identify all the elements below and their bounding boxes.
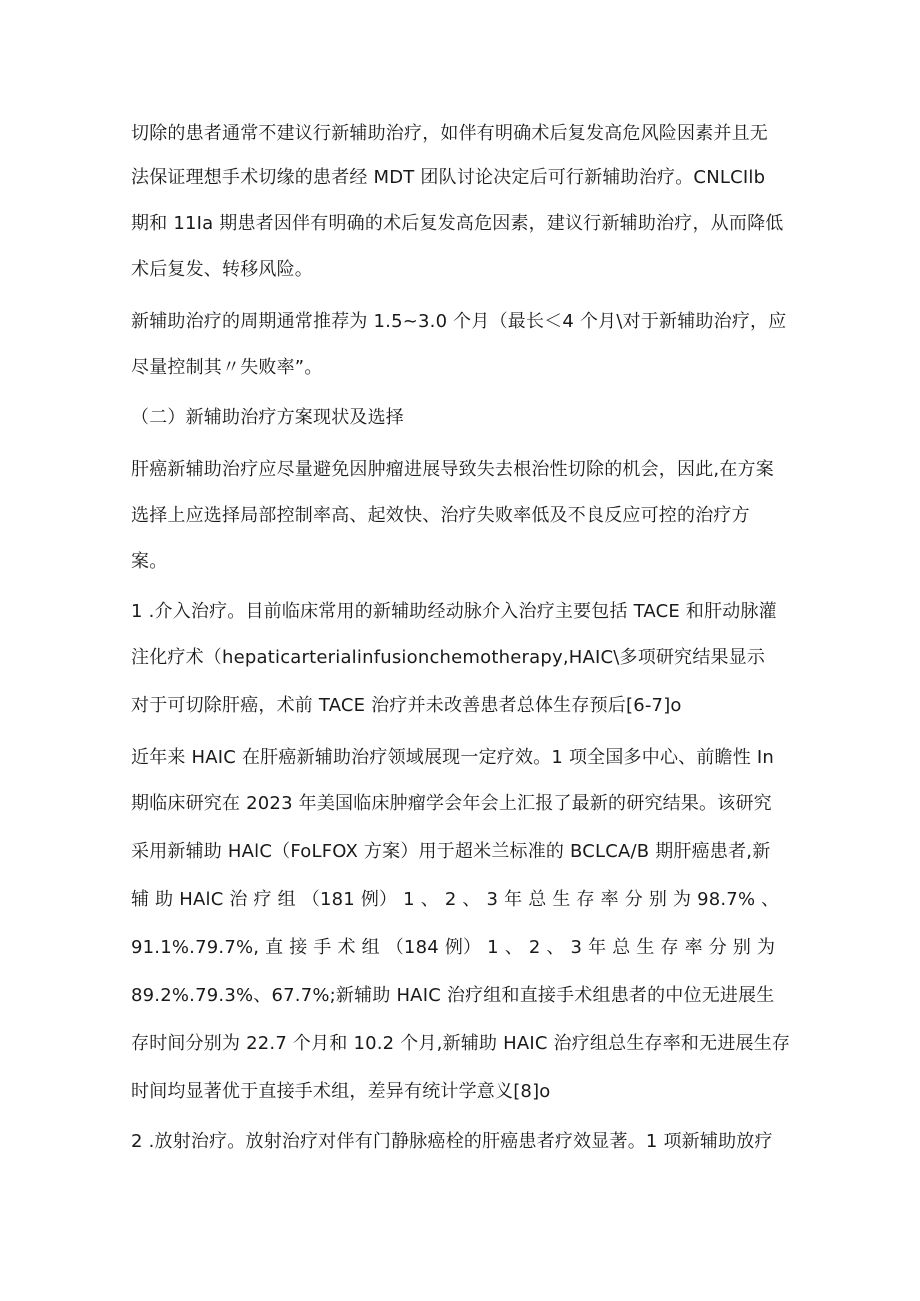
text-line-22: 2 .放射治疗。放射治疗对伴有门静脉癌栓的肝癌患者疗效显著。1 项新辅助放疗 [131, 1131, 773, 1152]
text-line-16: 采用新辅助 HAlC（FoLFOX 方案）用于超米兰标准的 BCLCA/B 期肝癌患者,新 [131, 841, 771, 862]
text-line-12: 注化疗术（hepaticarterialinfusionchemotherapy,HAIC\多项研究结果显示 [131, 647, 766, 668]
text-line-19: 89.2%.79.3%、67.7%;新辅助 HAIC 治疗组和直接手术组患者的中位无进展生 [131, 985, 775, 1006]
text-line-15: 期临床研究在 2023 年美国临床肿瘤学会年会上汇报了最新的研究结果。该研究 [131, 793, 772, 814]
text-line-17: 辅 助 HAlC 治 疗 组 （181 例） 1 、 2 、 3 年 总 生 存 率 分 别 为 98.7% 、 [131, 889, 780, 910]
text-line-3: 期和 11Ia 期患者因伴有明确的术后复发高危因素，建议行新辅助治疗，从而降低 [131, 213, 784, 234]
text-line-5: 新辅助治疗的周期通常推荐为 1.5~3.0 个月（最长＜4 个月\对于新辅助治疗，应 [131, 311, 787, 332]
text-line-6: 尽量控制其〃失败率”。 [131, 357, 323, 378]
text-line-21: 时间均显著优于直接手术组，差异有统计学意义[8]o [131, 1081, 551, 1102]
text-line-2: 法保证理想手术切缘的患者经 MDT 团队讨论决定后可行新辅助治疗。CNLCIlb [131, 167, 766, 188]
text-line-11: 1 .介入治疗。目前临床常用的新辅助经动脉介入治疗主要包括 TACE 和肝动脉灌 [131, 601, 777, 622]
text-line-1: 切除的患者通常不建议行新辅助治疗，如伴有明确术后复发高危风险因素并且无 [131, 123, 768, 144]
text-line-13: 对于可切除肝癌，术前 TACE 治疗并未改善患者总体生存预后[6-7]o [131, 695, 682, 716]
text-line-4: 术后复发、转移风险。 [131, 259, 313, 280]
text-line-10: 案。 [131, 551, 168, 572]
text-line-14: 近年来 HAIC 在肝癌新辅助治疗领域展现一定疗效。1 项全国多中心、前瞻性 In [131, 747, 774, 768]
text-line-8: 肝癌新辅助治疗应尽量避免因肿瘤进展导致失去根治性切除的机会，因此,在方案 [131, 459, 774, 480]
text-line-18: 91.1%.79.7%, 直 接 手 术 组 （184 例） 1 、 2 、 3 年 总 生 存 率 分 别 为 [131, 937, 776, 958]
text-line-20: 存时间分别为 22.7 个月和 10.2 个月,新辅助 HAIC 治疗组总生存率和无进展生存 [131, 1033, 791, 1054]
section-heading: （二）新辅助治疗方案现状及选择 [131, 407, 404, 428]
text-line-9: 选择上应选择局部控制率高、起效快、治疗失败率低及不良反应可控的治疗方 [131, 505, 750, 526]
